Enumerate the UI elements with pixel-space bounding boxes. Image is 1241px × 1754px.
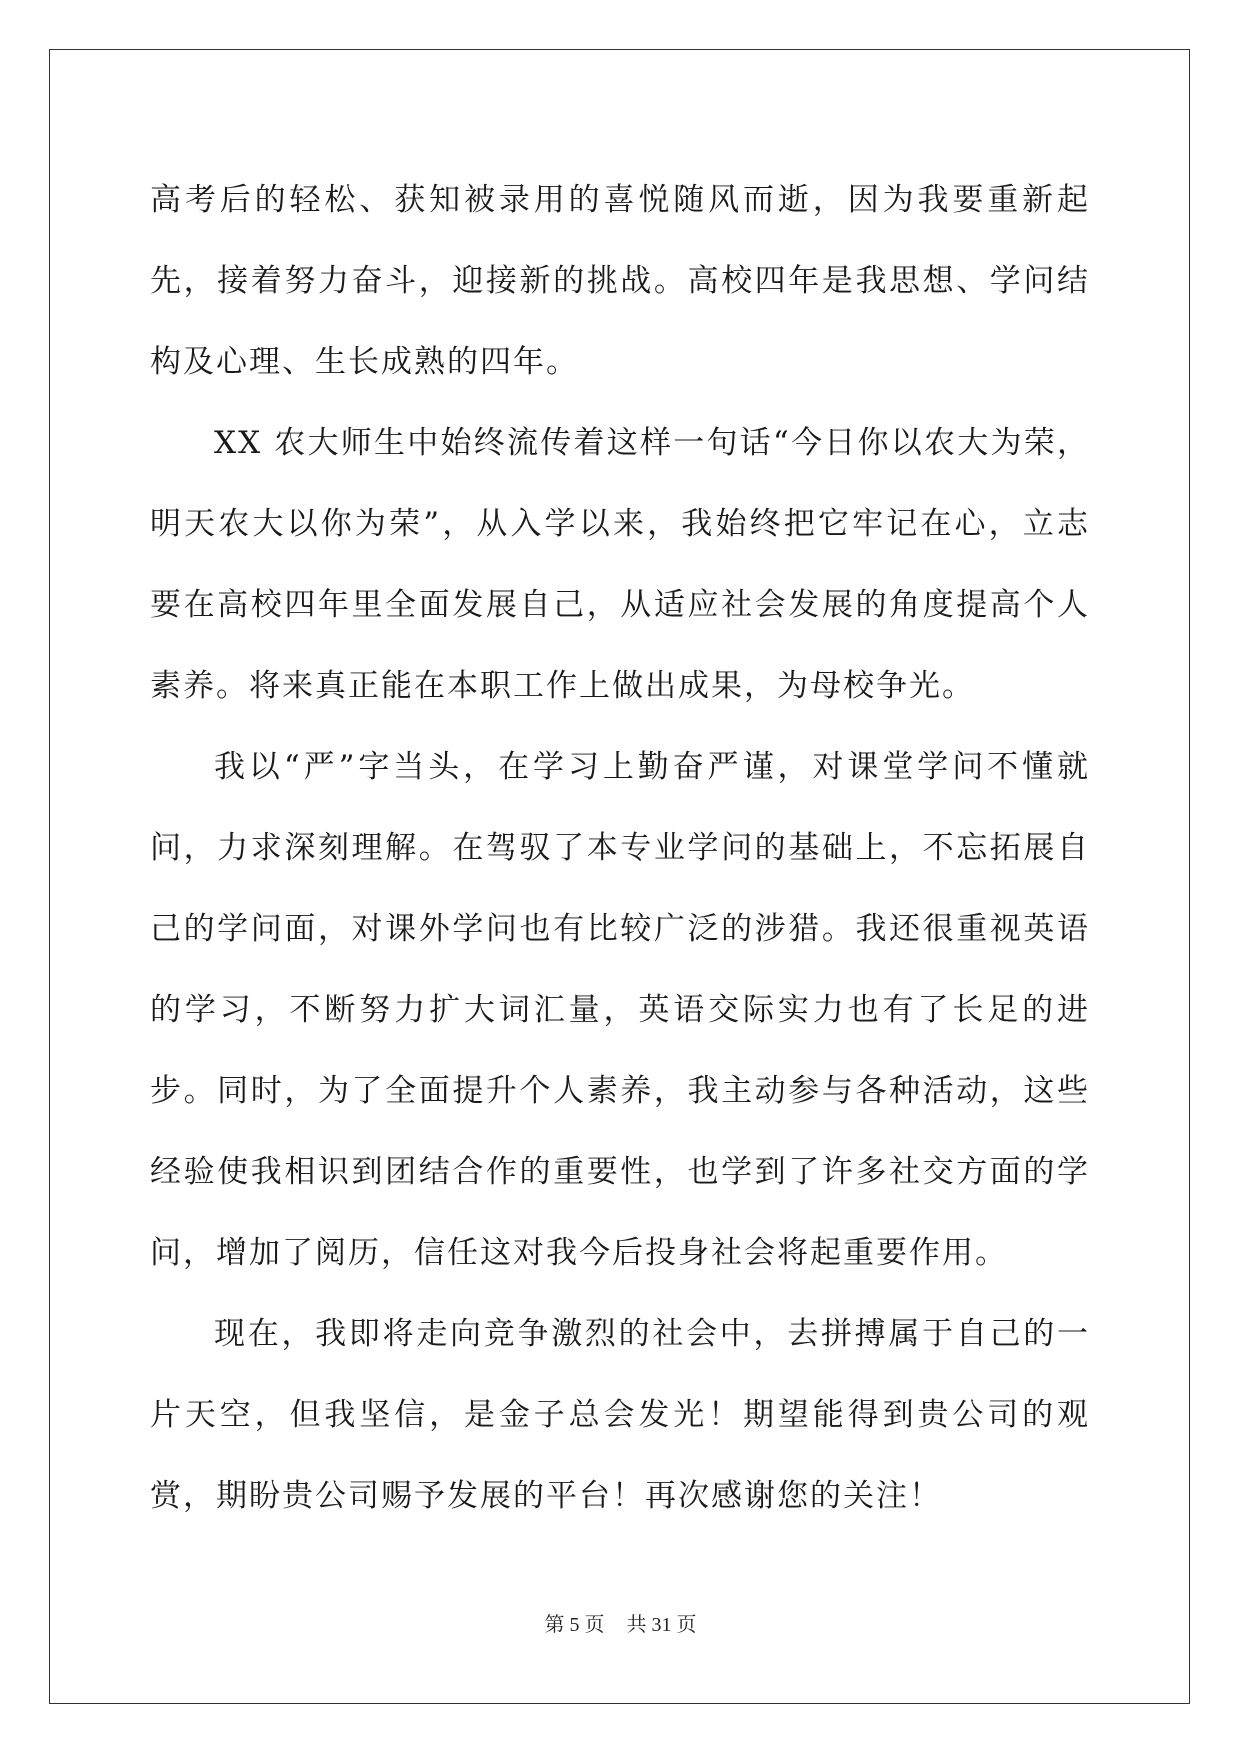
paragraph-1: 高考后的轻松、获知被录用的喜悦随风而逝，因为我要重新起先，接着努力奋斗，迎接新的挑战。高校四年是我思想、学问结构及心理、生长成熟的四年。 <box>150 182 1090 380</box>
page-footer <box>0 1608 1241 1637</box>
paragraph-4: 现在，我即将走向竞争激烈的社会中，去拼搏属于自己的一片天空，但我坚信，是金子总会发光！期望能得到贵公司的观赏，期盼贵公司赐予发展的平台！再次感谢您的关注！ <box>150 1316 1090 1514</box>
paragraph-3: 我以“严”字当头，在学习上勤奋严谨，对课堂学问不懂就问，力求深刻理解。在驾驭了本专业学问的基础上，不忘拓展自己的学问面，对课外学问也有比较广泛的涉猎。我还很重视英语的学习，不断努力扩大词汇量，英语交际实力也有了长足的进步。同时，为了全面提升个人素养，我主动参与各种活动，这些经验使我相识到团结合作的重要性，也学到了许多社交方面的学问，增加了阅历，信任这对我今后投身社会将起重要作用。 <box>150 749 1090 1271</box>
current-page-number: 第 5 页 <box>544 1614 605 1636</box>
paragraph-2: XX 农大师生中始终流传着这样一句话“今日你以农大为荣，明天农大以你为荣”，从入学以来，我始终把它牢记在心，立志要在高校四年里全面发展自己，从适应社会发展的角度提高个人素养。将来真正能在本职工作上做出成果，为母校争光。 <box>150 425 1090 704</box>
total-pages: 共 31 页 <box>626 1614 697 1636</box>
document-body <box>150 160 1090 1537</box>
